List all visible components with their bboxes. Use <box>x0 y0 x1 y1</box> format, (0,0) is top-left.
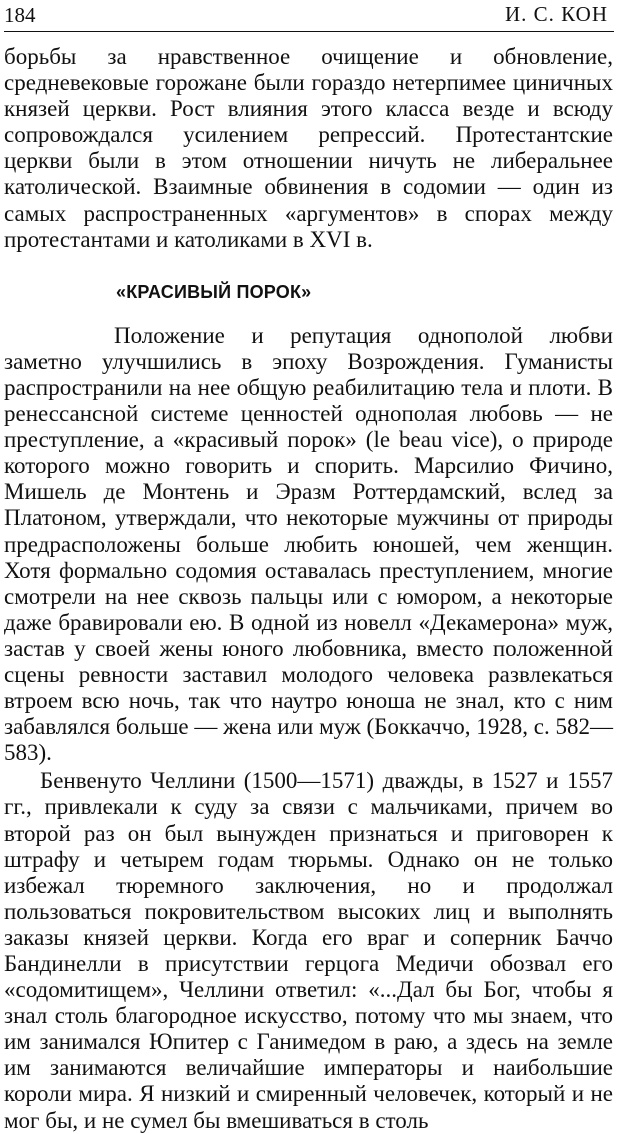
running-head <box>4 0 612 30</box>
running-head-author: И. С. КОН <box>505 2 608 26</box>
paragraph-continued: борьбы за нравственное очищение и обновление, средневековые горожане были гораздо нетерпимее циничных князей церкви. Рост влияния этого класса везде и всюду сопровождался усилением репрессий. Протестантские церкви были в этом отношении ничуть не либеральнее католической. Взаимные обвинения в содомии — один из самых распространенных «аргументов» в спорах между протестантами и католиками в XVI в. <box>4 44 613 252</box>
paragraph-renaissance: Положение и репутация однополой любви заметно улучшились в эпоху Возрождения. Гуманисты распространили на нее общую реабилитацию тела и плоти. В ренессансной системе ценностей однополая любовь — не преступление, а «красивый порок» (le beau vice), о природе которого можно говорить и спорить. Марсилио Фичино, Мишель де Монтень и Эразм Роттердамский, вслед за Платоном, утверждали, что некоторые мужчины от природы предрасположены больше любить юношей, чем женщин. Хотя формально содомия оставалась преступлением, многие смотрели на нее сквозь пальцы или с юмором, а некоторые даже бравировали ею. В одной из новелл «Декамерона» муж, застав у своей жены юного любовника, вместо положенной сцены ревности заставил молодого человека развлекаться втроем всю ночь, так что наутро юноша не знал, кто с ним забавлялся больше — жена или муж (Боккаччо, 1928, с. 582—583). <box>4 322 613 766</box>
header-rule <box>4 31 614 32</box>
paragraph-cellini: Бенвенуто Челлини (1500—1571) дважды, в 1527 и 1557 гг., привлекали к суду за связи с мальчиками, причем во второй раз он был вынужден признаться и приговорен к штрафу и четырем годам тюрьмы. Однако он не только избежал тюремного заключения, но и продолжал пользоваться покровительством высоких лиц и выполнять заказы князей церкви. Когда его враг и соперник Баччо Бандинелли в присутствии герцога Медичи обозвал его «содомитищем», Челлини ответил: «...Дал бы Бог, чтобы я знал столь благородное искусство, потому что мы знаем, что им занимался Юпитер с Ганимедом в раю, а здесь на земле им занимаются величайшие императоры и наибольшие короли мира. Я низкий и смиренный человечек, который и не мог бы, и не сумел бы вмешиваться в столь <box>4 768 613 1133</box>
section-heading: «КРАСИВЫЙ ПОРОК» <box>116 281 312 302</box>
body-text <box>4 44 613 1134</box>
page-number: 184 <box>4 3 36 27</box>
